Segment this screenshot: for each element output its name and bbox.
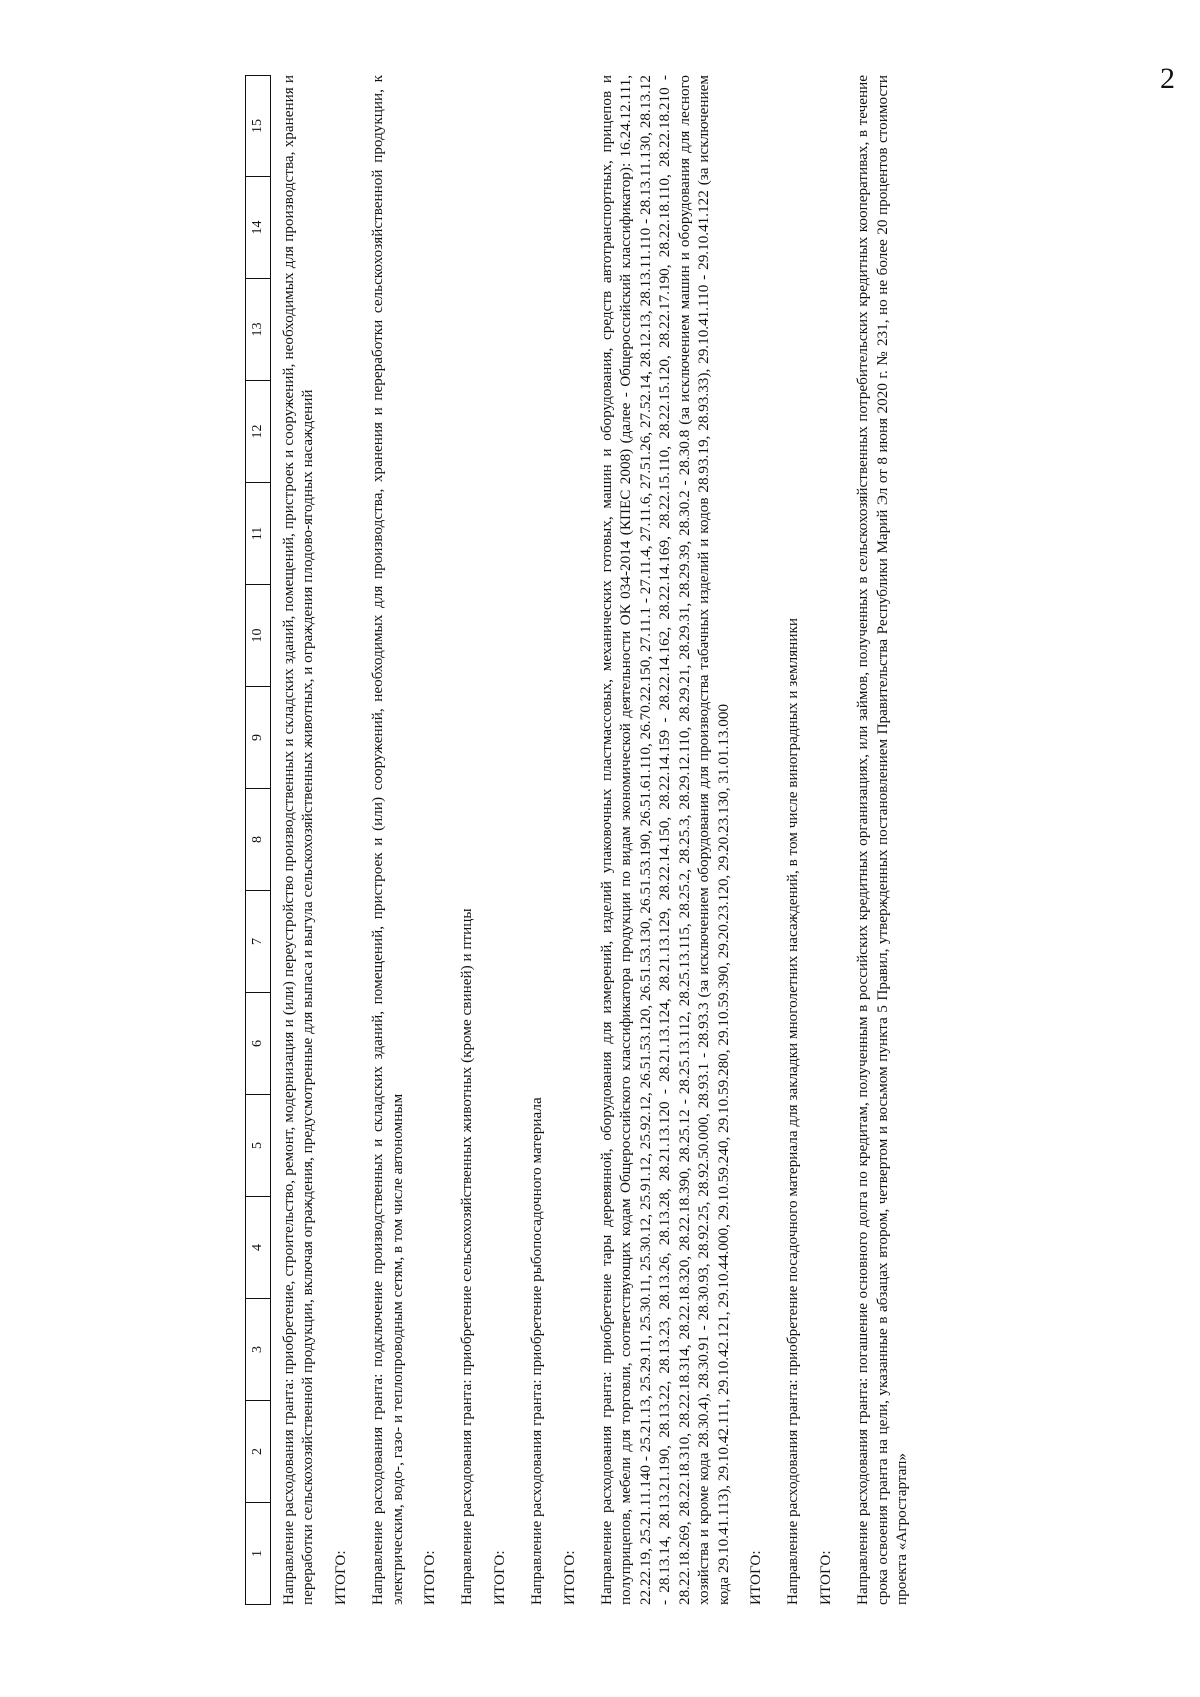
expense-direction-text: Направление расходования гранта: подключение производственных и складских зданий, помещений, пристроек и (или) сооружений, необходимых для производства, хранения и переработки сельскохозяйственной продукции, к электрическим, водо-, газо- и теплопроводным сетям, в том числе автономным	[369, 75, 406, 1605]
expense-direction-text: Направление расходования гранта: приобретение тары деревянной, оборудования для измерений, изделий упаковочных пластмассовых, механических готовых, машин и оборудования, средств автотранспортных, прицепов и полуприцепов, мебели для торговли, соответствующих кодам Общероссийского классификатора продукции по видам экономической деятельности ОК 034-2014 (КПЕС 2008) (далее - Общероссийский классификатор): 16.24.12.111, 22.22.19, 25.21.11.140 - 25.21.13, 25.29.11, 25.30.11, 25.30.12, 25.91.12, 25.92.12, 26.51.53.120, 26.51.53.130, 26.51.53.190, 26.51.61.110, 26.70.22.150, 27.11.1 - 27.11.4, 27.11.6, 27.51.26, 27.52.14, 28.12.13, 28.13.11.110 - 28.13.11.130, 28.13.12 - 28.13.14, 28.13.21.190, 28.13.22, 28.13.23, 28.13.26, 28.13.28, 28.21.13.120 - 28.21.13.124, 28.21.13.129, 28.22.14.150, 28.22.14.159 - 28.22.14.162, 28.22.14.169, 28.22.15.110, 28.22.15.120, 28.22.17.190, 28.22.18.110, 28.22.18.210 - 28.22.18.269, 28.22.18.310, 28.22.18.314, 28.22.18.320, 28.22.18.390, 28.25.12 - 28.25.13.112, 28.25.13.115, 28.25.2, 28.25.3, 28.29.12.110, 28.29.21, 28.29.31, 28.29.39, 28.30.2 - 28.30.8 (за исключением машин и оборудования для лесного хозяйства и кроме кода 28.30.4), 28.30.91 - 28.30.93, 28.92.25, 28.92.50.000, 28.93.1 - 28.93.3 (за исключением оборудования для производства табачных изделий и кодов 28.93.19, 28.93.33), 29.10.41.110 - 29.10.41.122 (за исключением кода 29.10.41.113), 29.10.42.111, 29.10.42.121, 29.10.44.000, 29.10.59.240, 29.10.59.280, 29.10.59.390, 29.20.23.120, 29.20.23.130, 31.01.13.000	[598, 75, 732, 1605]
column-header: 13	[246, 279, 270, 381]
total-label: ИТОГО:	[746, 1550, 764, 1605]
page-number: 2	[1160, 62, 1175, 95]
total-label: ИТОГО:	[421, 1550, 439, 1605]
column-header: 9	[246, 687, 270, 789]
column-header: 15	[246, 75, 270, 177]
column-header: 4	[246, 1197, 270, 1299]
expense-section	[527, 75, 579, 1605]
column-header: 5	[246, 1095, 270, 1197]
column-header: 10	[246, 585, 270, 687]
expense-direction-text: Направление расходования гранта: приобретение посадочного материала для закладки многолетних насаждений, в том числе виноградных и земляники	[784, 618, 802, 1605]
expense-direction-text: Направление расходования гранта: приобретение сельскохозяйственных животных (кроме свиней) и птицы	[458, 908, 476, 1605]
column-header: 2	[246, 1401, 270, 1503]
column-header: 6	[246, 993, 270, 1095]
table-header-row	[245, 75, 271, 1605]
column-header: 7	[246, 891, 270, 993]
total-label: ИТОГО:	[816, 1550, 834, 1605]
expense-section	[368, 75, 439, 1605]
total-label: ИТОГО:	[331, 1550, 349, 1605]
expense-section	[853, 75, 911, 1605]
expense-direction-text: Направление расходования гранта: приобретение рыбопосадочного материала	[528, 1097, 546, 1605]
expense-section	[783, 75, 835, 1605]
expense-direction-text: Направление расходования гранта: приобретение, строительство, ремонт, модернизация и (или) переустройство производственных и складских зданий, помещений, пристроек и сооружений, необходимых для производства, хранения и переработки сельскохозяйственной продукции, включая ограждения, предусмотренные для выпаса и выгула сельскохозяйственных животных, и ограждения плодово-ягодных насаждений	[280, 75, 317, 1605]
column-header: 14	[246, 177, 270, 279]
rotated-table	[245, 75, 1105, 1605]
column-header: 12	[246, 381, 270, 483]
expense-section	[597, 75, 765, 1605]
column-header: 3	[246, 1299, 270, 1401]
expense-section	[279, 75, 350, 1605]
expense-section	[457, 75, 509, 1605]
total-label: ИТОГО:	[490, 1550, 508, 1605]
column-header: 11	[246, 483, 270, 585]
table-body	[271, 75, 911, 1605]
column-header: 8	[246, 789, 270, 891]
expense-direction-text: Направление расходования гранта: погашение основного долга по кредитам, полученным в российских кредитных организациях, или займов, полученных в сельскохозяйственных потребительских кредитных кооперативах, в течение срока освоения гранта на цели, указанные в абзацах втором, четвертом и восьмом пункта 5 Правил, утвержденных постановлением Правительства Республики Марий Эл от 8 июня 2020 г. № 231, но не более 20 процентов стоимости проекта «Агростартап»	[854, 75, 910, 1605]
total-label: ИТОГО:	[560, 1550, 578, 1605]
column-header: 1	[246, 1503, 270, 1605]
